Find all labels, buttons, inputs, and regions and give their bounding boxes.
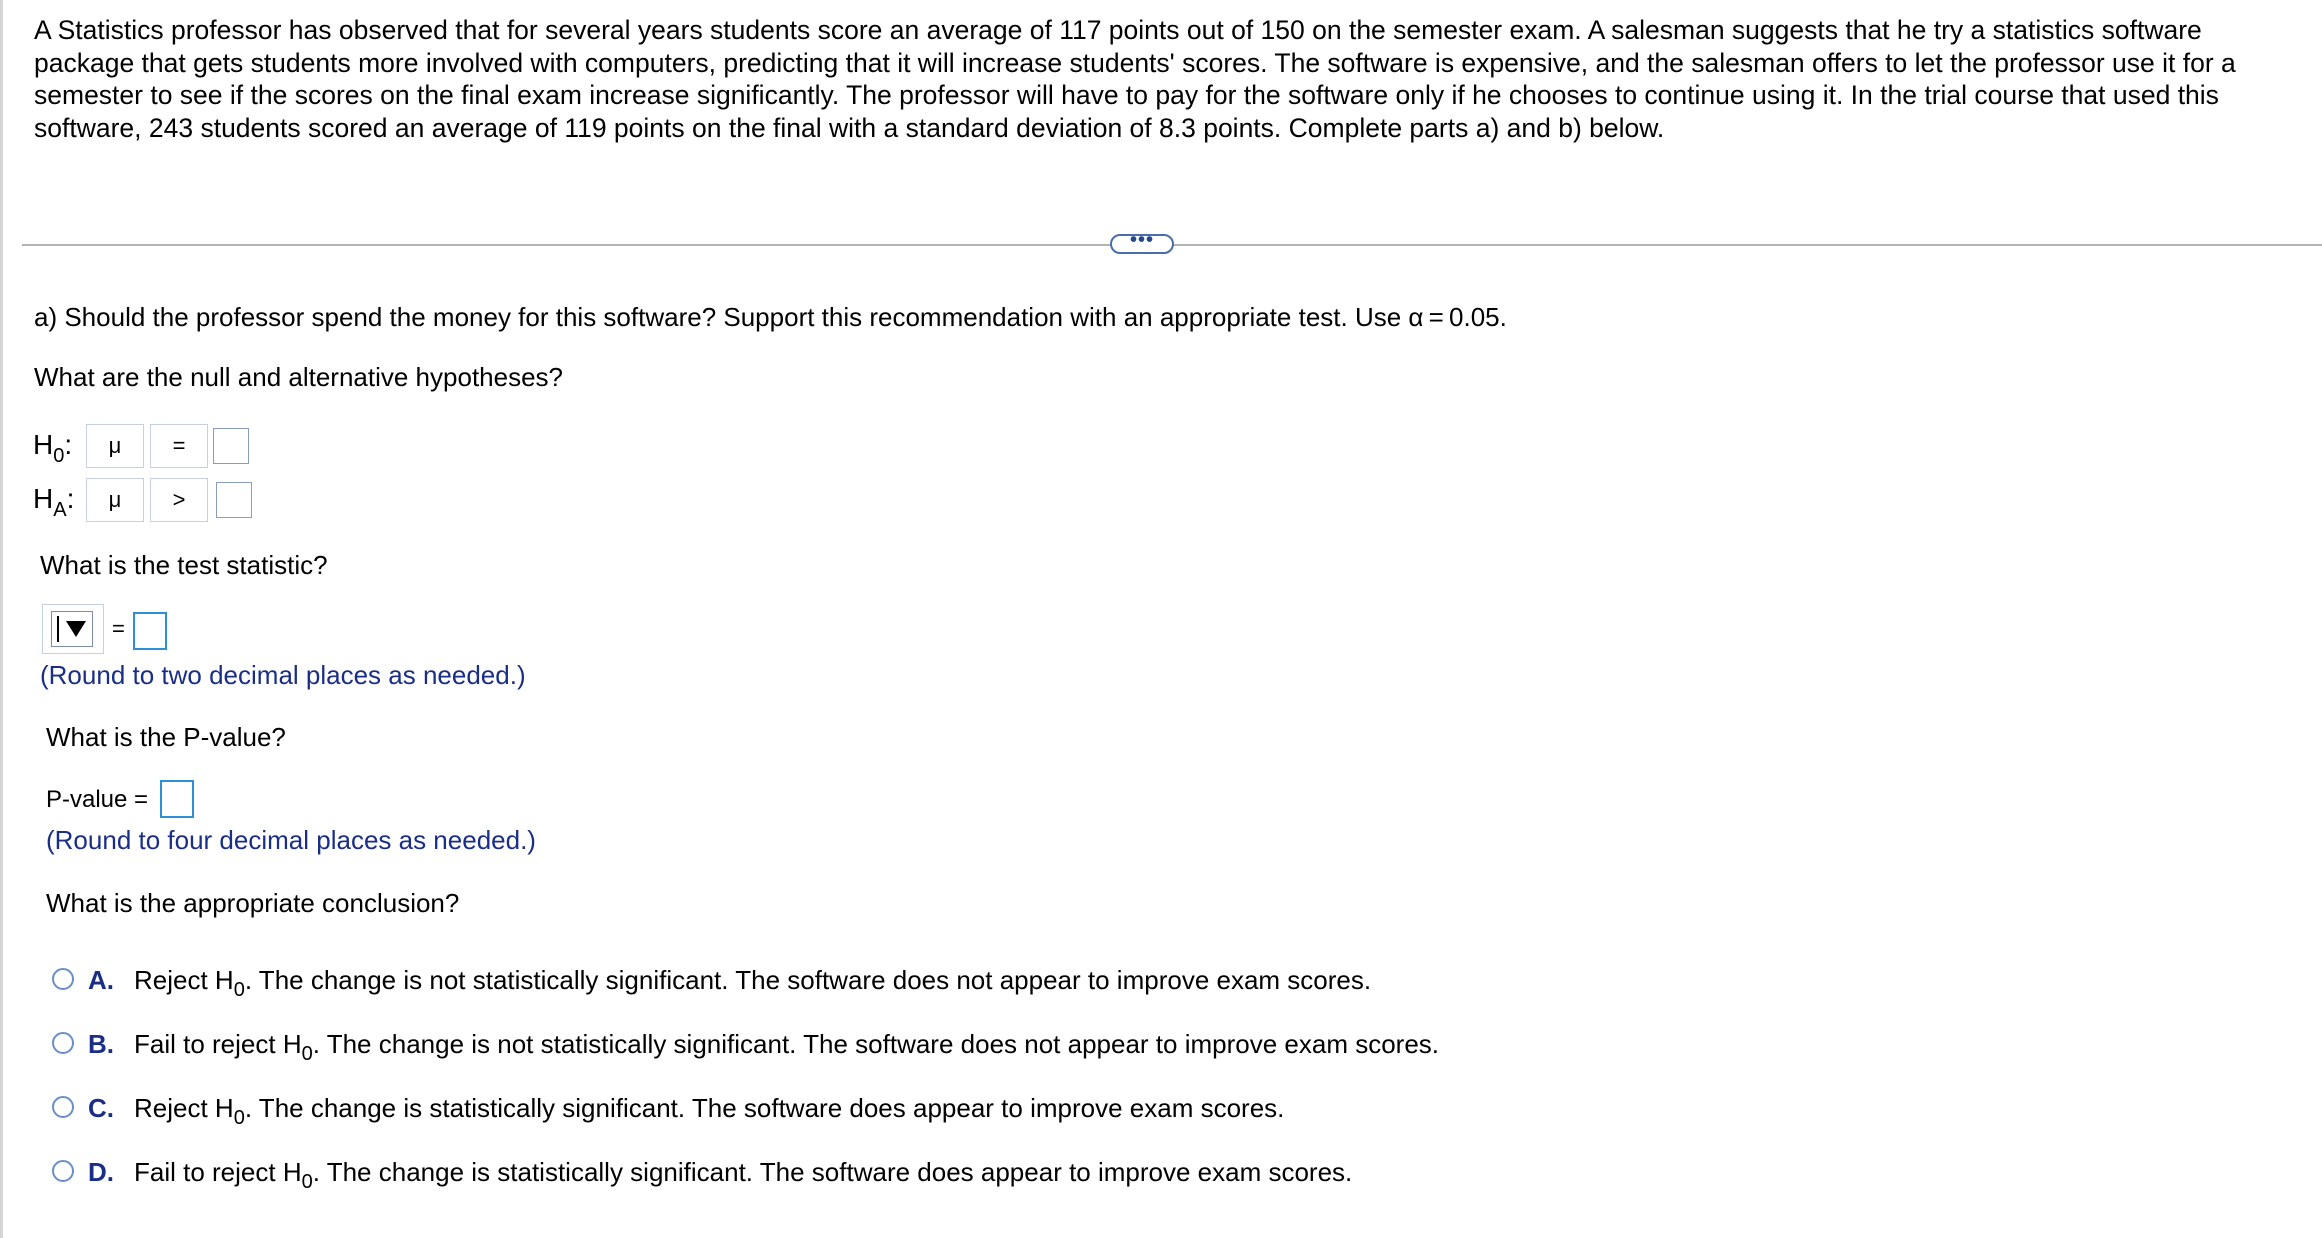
h0-subscript: 0 [53,445,65,467]
ha-operator-dropdown[interactable] [150,478,208,522]
option-c-post: . The change is statistically significant. The software does appear to improve exam scores. [244,1093,1285,1123]
h0-parameter-dropdown[interactable] [86,424,144,468]
option-c-pre: Reject H [134,1093,234,1123]
part-a-question: a) Should the professor spend the money for this software? Support this recommendation with an appropriate test. Use α = 0.05. [34,302,1507,332]
option-c-text[interactable] [134,1093,1285,1129]
hypotheses-prompt: What are the null and alternative hypotheses? [34,362,564,392]
pvalue-hint: (Round to four decimal places as needed.) [46,825,536,855]
test-statistic-input[interactable] [133,612,167,650]
test-statistic-equals: = [112,616,125,641]
page-left-border [0,0,3,1238]
pvalue-prompt: What is the P-value? [46,722,286,752]
option-a-letter: A. [88,965,114,995]
option-a-post: . The change is not statistically significant. The software does not appear to improve exam scores. [244,965,1372,995]
problem-statement: A Statistics professor has observed that for several years students score an average of 117 points out of 150 on the semester exam. A salesman suggests that he try a statistics software package that gets students more involved with computers, predicting that it will increase students' scores. The software is expensive, and the salesman offers to let the professor use it for a semester to see if the scores on the final exam increase significantly. The professor will have to pay for the software only if he chooses to continue using it. In the trial course that used this software, 243 students scored an average of 119 points on the final with a standard deviation of 8.3 points. Complete parts a) and b) below. [34,15,2236,143]
ha-parameter-dropdown[interactable] [86,478,144,522]
option-a-radio[interactable] [52,968,74,990]
option-d-text[interactable] [134,1157,1353,1193]
test-statistic-hint: (Round to two decimal places as needed.) [40,660,526,690]
pvalue-input[interactable] [160,780,194,818]
option-d-post: . The change is statistically significant. The software does appear to improve exam scores. [312,1157,1353,1187]
option-d-sub: 0 [301,1171,313,1193]
chevron-down-icon [66,621,86,637]
option-b-radio[interactable] [52,1032,74,1054]
option-b-sub: 0 [301,1043,313,1065]
h0-parameter-value: μ [93,430,137,462]
conclusion-prompt: What is the appropriate conclusion? [46,888,460,918]
ha-value-input[interactable] [216,482,252,518]
dropdown-bar-icon [57,616,59,642]
test-statistic-dropdown-button[interactable] [51,611,93,647]
option-b-letter: B. [88,1029,114,1059]
ha-label [33,483,75,521]
option-d-pre: Fail to reject H [134,1157,302,1187]
h0-letter: H [33,429,54,460]
pvalue-label: P-value = [46,786,149,813]
ha-parameter-value: μ [93,484,137,516]
option-a-sub: 0 [233,979,245,1001]
ha-subscript: A [53,499,67,521]
ha-colon: : [66,483,75,514]
option-c-radio[interactable] [52,1096,74,1118]
option-c-letter: C. [88,1093,114,1123]
option-d-letter: D. [88,1157,114,1187]
expand-more-button[interactable]: ••• [1110,234,1174,254]
option-b-post: . The change is not statistically significant. The software does not appear to improve exam scores. [312,1029,1440,1059]
option-b-pre: Fail to reject H [134,1029,302,1059]
option-a-text[interactable] [134,965,1372,1001]
option-c-sub: 0 [233,1107,245,1129]
h0-operator-value: = [157,430,201,462]
option-a-pre: Reject H [134,965,234,995]
h0-operator-dropdown[interactable] [150,424,208,468]
option-d-radio[interactable] [52,1160,74,1182]
h0-value-input[interactable] [213,428,249,464]
test-statistic-type-dropdown[interactable] [42,604,104,654]
ha-letter: H [33,483,54,514]
h0-label [33,429,73,467]
option-b-text[interactable] [134,1029,1440,1065]
h0-colon: : [64,429,73,460]
ha-operator-value: > [157,484,201,516]
test-statistic-prompt: What is the test statistic? [40,550,328,580]
